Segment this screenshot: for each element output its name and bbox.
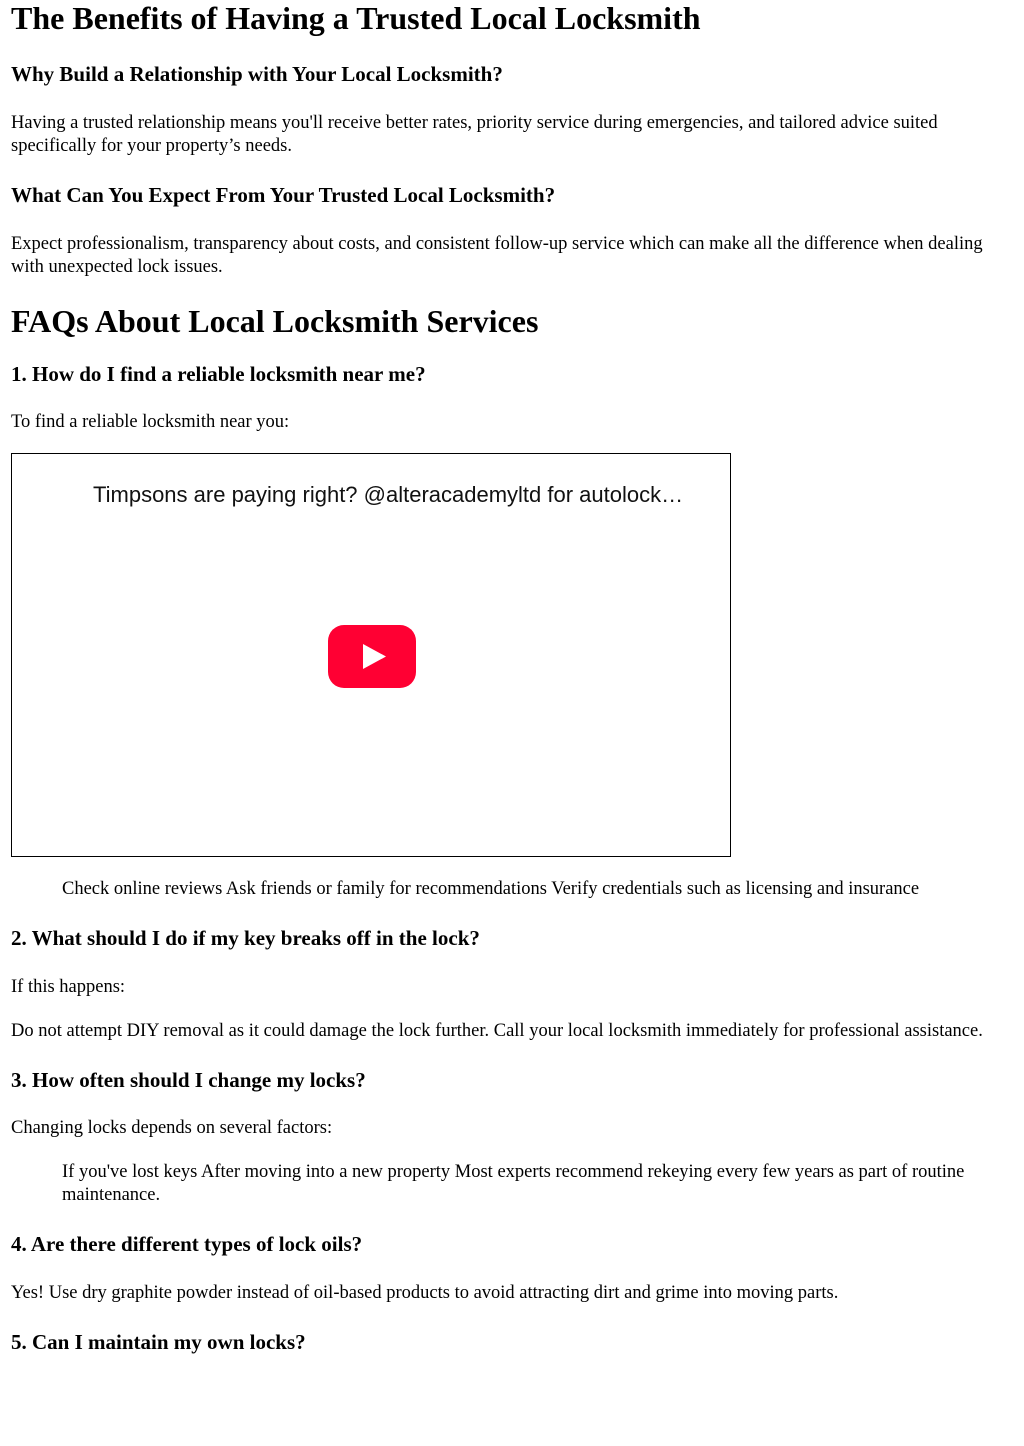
faq-text-4: Yes! Use dry graphite powder instead of oil-based products to avoid attracting dirt and grime into moving parts.: [11, 1283, 839, 1303]
faq-heading-1: 1. How do I find a reliable locksmith near me?: [11, 362, 426, 386]
faq-intro-2: If this happens:: [11, 977, 126, 997]
faq-intro-3: Changing locks depends on several factors:: [11, 1118, 333, 1138]
faq-list-3: If you've lost keys After moving into a new property Most experts recommend rekeying every few years as part of routine maintenance.: [62, 1162, 965, 1205]
youtube-play-icon[interactable]: [328, 625, 416, 688]
page-title: The Benefits of Having a Trusted Local Locksmith: [11, 0, 701, 36]
faq-heading-2: 2. What should I do if my key breaks off in the lock?: [11, 926, 480, 950]
faq-heading-3: 3. How often should I change my locks?: [11, 1068, 366, 1092]
faq-title: FAQs About Local Locksmith Services: [11, 303, 539, 339]
faq-heading-4: 4. Are there different types of lock oils?: [11, 1232, 363, 1256]
faq-intro-1: To find a reliable locksmith near you:: [11, 412, 290, 432]
paragraph-expect: Expect professionalism, transparency about costs, and consistent follow-up service which can make all the difference when dealing with unexpected lock issues.: [11, 234, 983, 277]
faq-text-2: Do not attempt DIY removal as it could damage the lock further. Call your local locksmith immediately for professional assistance.: [11, 1021, 983, 1041]
section-heading-expect: What Can You Expect From Your Trusted Local Locksmith?: [11, 183, 556, 207]
faq-list-1: Check online reviews Ask friends or family for recommendations Verify credentials such as licensing and insurance: [62, 879, 920, 899]
video-embed[interactable]: [11, 453, 731, 857]
faq-heading-5: 5. Can I maintain my own locks?: [11, 1330, 306, 1354]
paragraph-relationship: Having a trusted relationship means you'll receive better rates, priority service during emergencies, and tailored advice suited specifically for your property’s needs.: [11, 113, 938, 156]
video-title[interactable]: Timpsons are paying right? @alteracademyltd for autolock…: [93, 482, 684, 507]
section-heading-relationship: Why Build a Relationship with Your Local Locksmith?: [11, 62, 503, 86]
